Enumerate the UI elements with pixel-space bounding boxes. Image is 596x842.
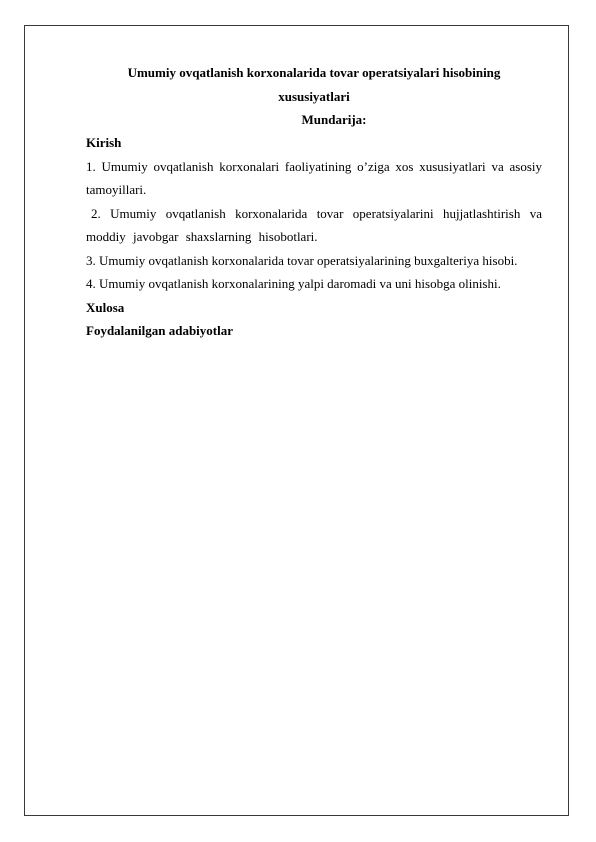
toc-item-references: Foydalanilgan adabiyotlar [86, 323, 233, 338]
toc-heading: Mundarija: [301, 112, 367, 127]
toc-item-intro: Kirish [86, 135, 122, 150]
document-body [86, 61, 542, 343]
toc-item-2: 2. Umumiy ovqatlanish korxonalarida tovar operatsiyalarini hujjatlashtirish va moddiy javobgar shaxslarning hisobotlari. [86, 205, 542, 244]
toc-item-1: 1. Umumiy ovqatlanish korxonalari faoliyatining o’ziga xos xususiyatlari va asosiy tamoyillari. [86, 158, 542, 197]
toc-item-4: 4. Umumiy ovqatlanish korxonalarining yalpi daromadi va uni hisobga olinishi. [86, 276, 501, 291]
document-title-line-2: xususiyatlari [278, 89, 350, 104]
toc-item-conclusion: Xulosa [86, 299, 125, 315]
document-title-line-1: Umumiy ovqatlanish korxonalarida tovar operatsiyalari hisobining [127, 65, 501, 80]
toc-item-3: 3. Umumiy ovqatlanish korxonalarida tovar operatsiyalarining buxgalteriya hisobi. [86, 252, 518, 268]
